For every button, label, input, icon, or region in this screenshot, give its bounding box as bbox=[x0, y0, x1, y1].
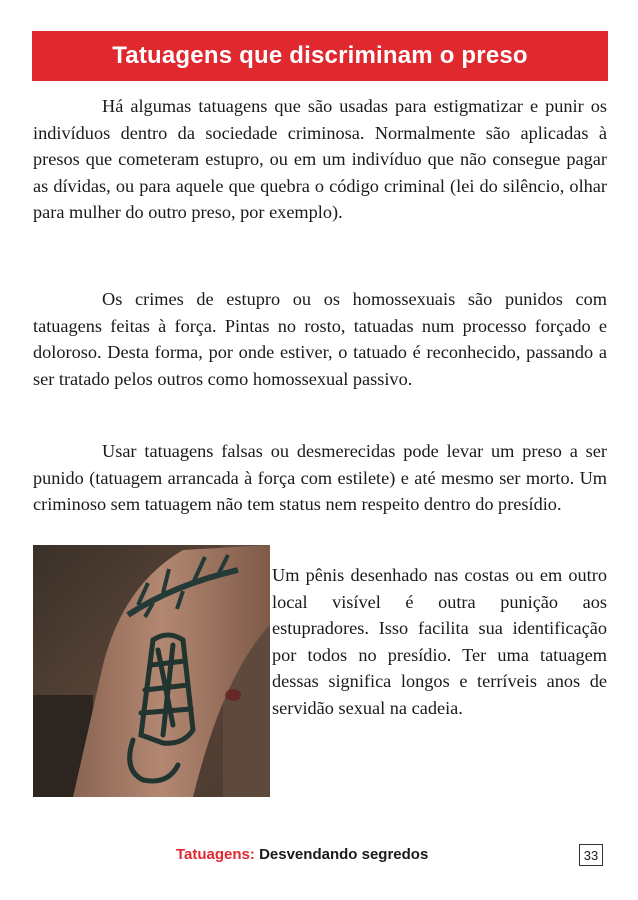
footer-book-title bbox=[176, 846, 428, 863]
paragraph-1: Há algumas tatuagens que são usadas para estigmatizar e punir os indivíduos dentro da sociedade criminosa. Normalmente são aplicadas à presos que cometeram estupro, ou em um indivíduo que não consegue pagar as dívidas, ou para aquele que quebra o código criminal (lei do silêncio, olhar para mulher do outro preso, por exemplo). bbox=[33, 96, 607, 223]
title-banner bbox=[32, 31, 608, 81]
tattoo-photo bbox=[33, 545, 270, 797]
page-number: 33 bbox=[579, 844, 603, 866]
footer-title-accent: Tatuagens: bbox=[176, 846, 255, 863]
paragraph-3: Usar tatuagens falsas ou desmerecidas pode levar um preso a ser punido (tatuagem arrancada à força com estilete) e até mesmo ser morto. Um criminoso sem tatuagem não tem status nem respeito dentro do presídio. bbox=[33, 441, 607, 515]
page-footer bbox=[0, 844, 638, 868]
footer-title-rest: Desvendando segredos bbox=[254, 846, 429, 863]
side-paragraph: Um pênis desenhado nas costas ou em outro local visível é outra punição aos estupradores. Isso facilita sua identificação por todos no presídio. Ter uma tatuagem dessas significa longos e terríveis anos de servidão sexual na cadeia. bbox=[272, 565, 607, 718]
page-title: Tatuagens que discriminam o preso bbox=[112, 42, 528, 69]
paragraph-2: Os crimes de estupro ou os homossexuais são punidos com tatuagens feitas à força. Pintas no rosto, tatuadas num processo forçado e doloroso. Desta forma, por onde estiver, o tatuado é reconhecido, passando a ser tratado pelos outros como homossexual passivo. bbox=[33, 289, 607, 389]
